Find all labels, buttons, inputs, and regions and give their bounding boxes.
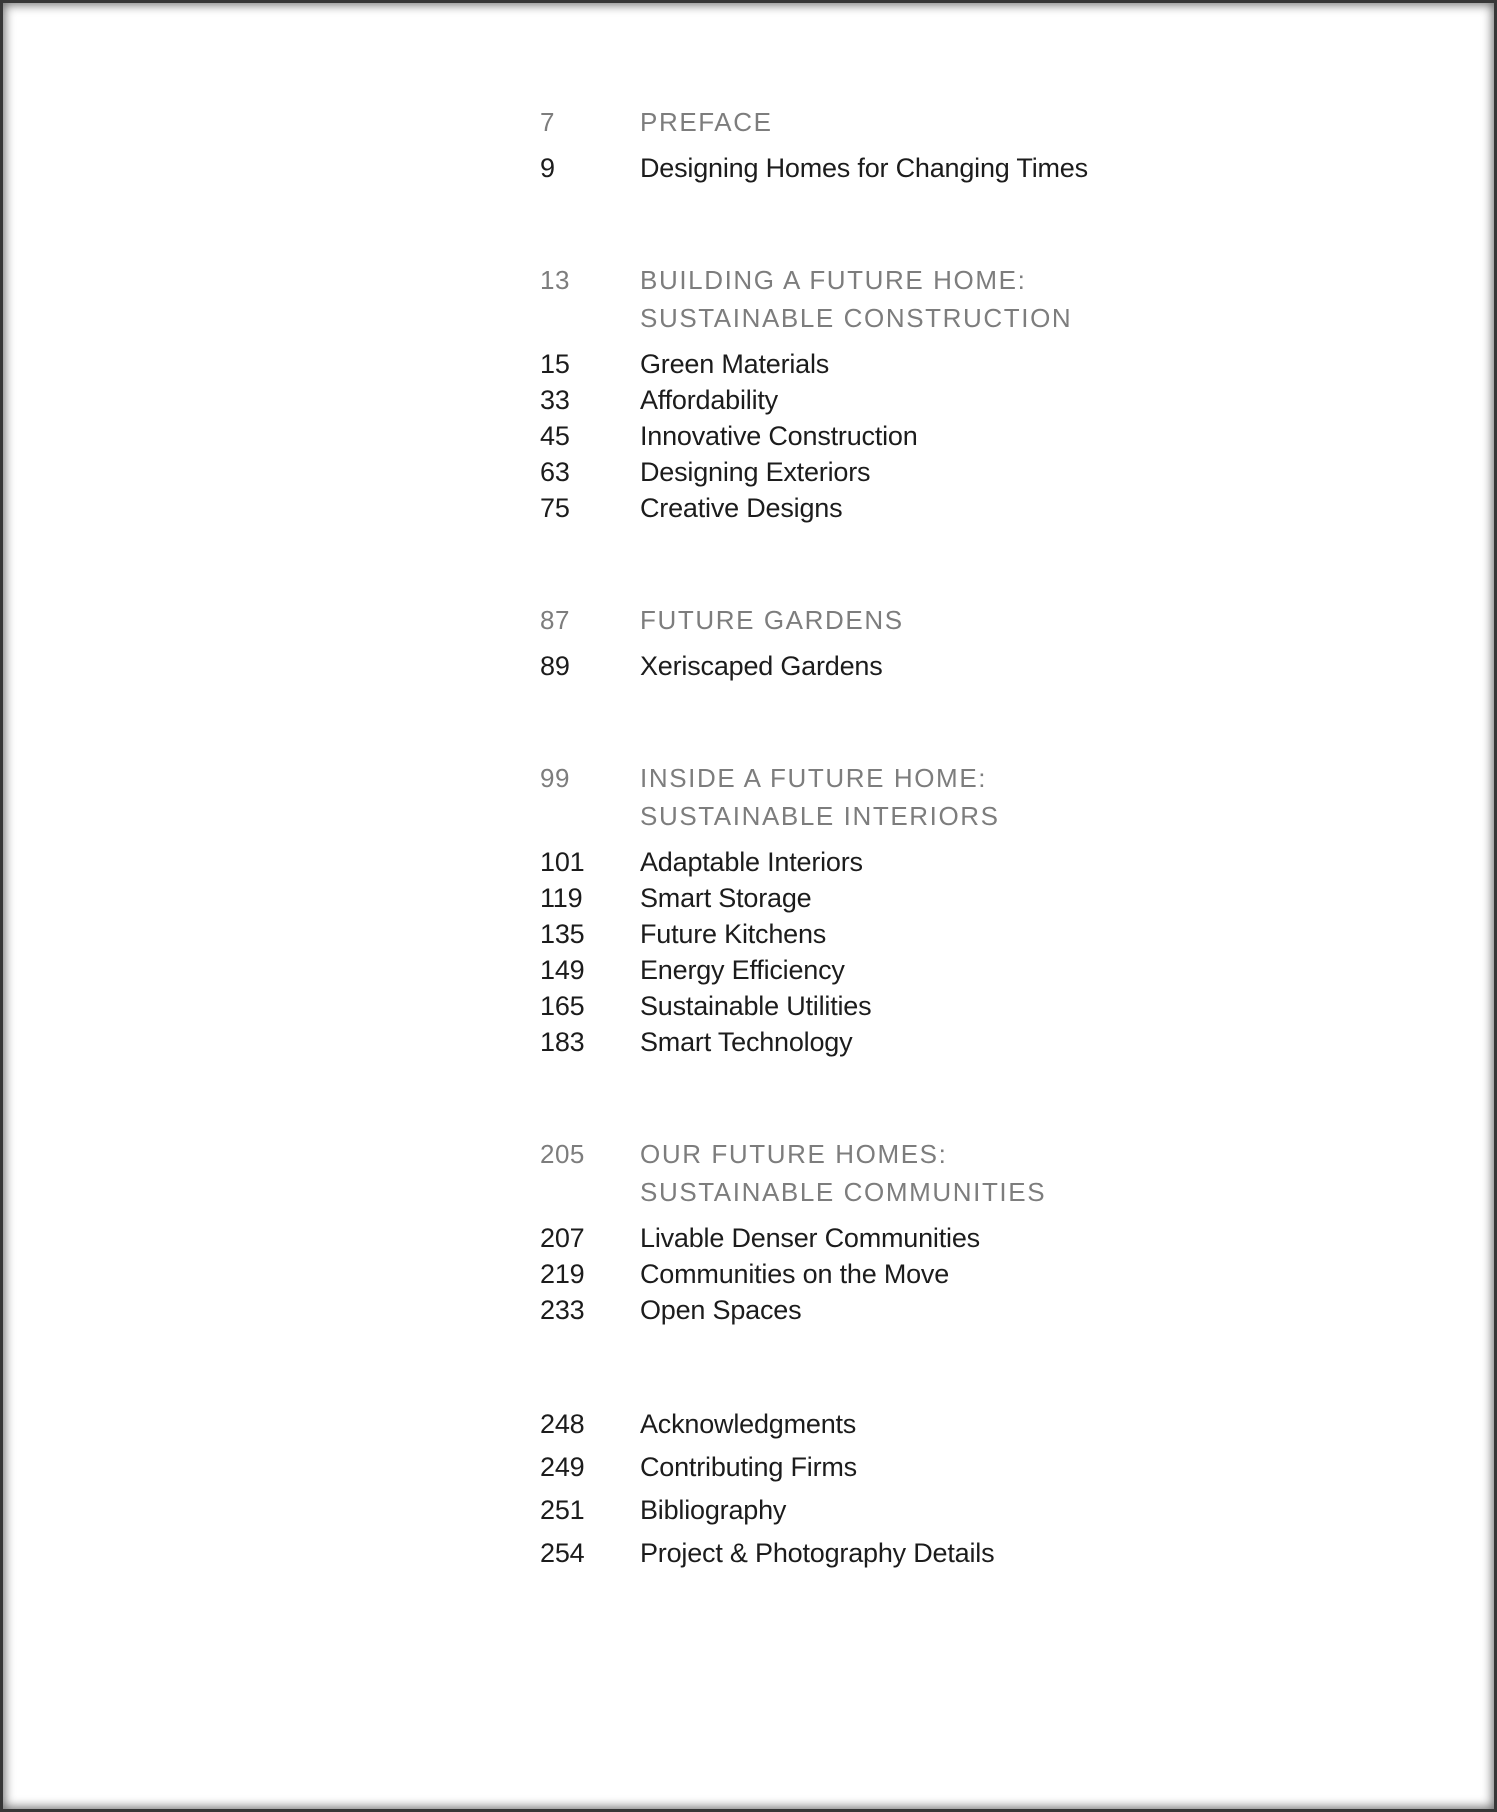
- heading-page-number: 87: [540, 605, 570, 635]
- section-heading-row: [540, 261, 1420, 337]
- entry-page-number: 45: [540, 421, 570, 451]
- toc-entry: [540, 418, 1420, 454]
- entry-page-number: 15: [540, 349, 570, 379]
- entry-title: Project & Photography Details: [640, 1538, 995, 1568]
- section-entries: [540, 1220, 1420, 1328]
- toc-section-inside: [540, 759, 1420, 1060]
- entry-title: Contributing Firms: [640, 1452, 857, 1482]
- toc-entry: [540, 1532, 1420, 1575]
- toc-entry: [540, 346, 1420, 382]
- section-heading-line: OUR FUTURE HOMES:: [640, 1139, 948, 1169]
- section-heading-row: [540, 759, 1420, 835]
- toc-entry: [540, 952, 1420, 988]
- toc-entry: [540, 916, 1420, 952]
- entry-page-number: 233: [540, 1295, 585, 1325]
- entry-page-number: 207: [540, 1223, 585, 1253]
- entry-title: Affordability: [640, 385, 778, 415]
- entry-title: Innovative Construction: [640, 421, 918, 451]
- toc-entry: [540, 1403, 1420, 1446]
- entry-page-number: 135: [540, 919, 585, 949]
- entry-page-number: 9: [540, 153, 555, 183]
- toc-section-preface: [540, 103, 1420, 186]
- entry-title: Creative Designs: [640, 493, 843, 523]
- section-heading: [640, 1135, 1046, 1211]
- toc-section-gardens: [540, 601, 1420, 684]
- toc-entry: [540, 1292, 1420, 1328]
- toc-section-communities: [540, 1135, 1420, 1328]
- heading-page-number: 99: [540, 763, 570, 793]
- entry-page-number: 251: [540, 1495, 585, 1525]
- section-heading-line: BUILDING A FUTURE HOME:: [640, 265, 1027, 295]
- section-heading: [640, 759, 1000, 835]
- entry-page-number: 101: [540, 847, 585, 877]
- section-heading: [640, 261, 1072, 337]
- table-of-contents: [540, 103, 1420, 1575]
- heading-page-number: 7: [540, 107, 555, 137]
- toc-entry: [540, 1256, 1420, 1292]
- entry-title: Designing Exteriors: [640, 457, 871, 487]
- toc-entry: [540, 648, 1420, 684]
- entry-title: Smart Technology: [640, 1027, 853, 1057]
- entry-title: Communities on the Move: [640, 1259, 950, 1289]
- entry-title: Acknowledgments: [640, 1409, 857, 1439]
- section-heading-line: FUTURE GARDENS: [640, 605, 904, 635]
- entry-title: Sustainable Utilities: [640, 991, 872, 1021]
- entry-page-number: 119: [540, 883, 583, 913]
- entry-page-number: 75: [540, 493, 570, 523]
- toc-entry: [540, 382, 1420, 418]
- toc-back-matter: [540, 1403, 1420, 1575]
- entry-page-number: 89: [540, 651, 570, 681]
- entry-title: Open Spaces: [640, 1295, 802, 1325]
- toc-entry: [540, 490, 1420, 526]
- toc-entry: [540, 1489, 1420, 1532]
- section-heading-line: SUSTAINABLE CONSTRUCTION: [640, 303, 1073, 333]
- section-entries: [540, 346, 1420, 526]
- entry-page-number: 248: [540, 1409, 585, 1439]
- toc-entry: [540, 988, 1420, 1024]
- entry-page-number: 254: [540, 1538, 585, 1568]
- toc-entry: [540, 454, 1420, 490]
- entry-title: Smart Storage: [640, 883, 812, 913]
- entry-title: Livable Denser Communities: [640, 1223, 980, 1253]
- section-heading: [640, 601, 904, 639]
- toc-entry: [540, 1220, 1420, 1256]
- entry-title: Adaptable Interiors: [640, 847, 863, 877]
- section-heading-line: PREFACE: [640, 107, 773, 137]
- section-entries: [540, 844, 1420, 1060]
- section-entries: [540, 648, 1420, 684]
- toc-entry: [540, 1446, 1420, 1489]
- toc-entry: [540, 1024, 1420, 1060]
- heading-page-number: 205: [540, 1139, 585, 1169]
- toc-entry: [540, 880, 1420, 916]
- section-heading: [640, 103, 773, 141]
- section-entries: [540, 150, 1420, 186]
- toc-section-building: [540, 261, 1420, 526]
- entry-page-number: 183: [540, 1027, 585, 1057]
- section-heading-line: SUSTAINABLE COMMUNITIES: [640, 1177, 1047, 1207]
- toc-entry: [540, 844, 1420, 880]
- section-heading-row: [540, 1135, 1420, 1211]
- section-heading-row: [540, 103, 1420, 141]
- section-heading-line: SUSTAINABLE INTERIORS: [640, 801, 1000, 831]
- entry-title: Future Kitchens: [640, 919, 827, 949]
- entry-title: Designing Homes for Changing Times: [640, 153, 1088, 183]
- toc-entry: [540, 150, 1420, 186]
- entry-title: Xeriscaped Gardens: [640, 651, 883, 681]
- entry-title: Bibliography: [640, 1495, 787, 1525]
- entry-page-number: 165: [540, 991, 585, 1021]
- entry-title: Green Materials: [640, 349, 830, 379]
- entry-page-number: 63: [540, 457, 570, 487]
- entry-page-number: 249: [540, 1452, 585, 1482]
- heading-page-number: 13: [540, 265, 570, 295]
- section-heading-row: [540, 601, 1420, 639]
- entry-page-number: 149: [540, 955, 585, 985]
- section-heading-line: INSIDE A FUTURE HOME:: [640, 763, 988, 793]
- entry-page-number: 33: [540, 385, 570, 415]
- entry-page-number: 219: [540, 1259, 585, 1289]
- entry-title: Energy Efficiency: [640, 955, 845, 985]
